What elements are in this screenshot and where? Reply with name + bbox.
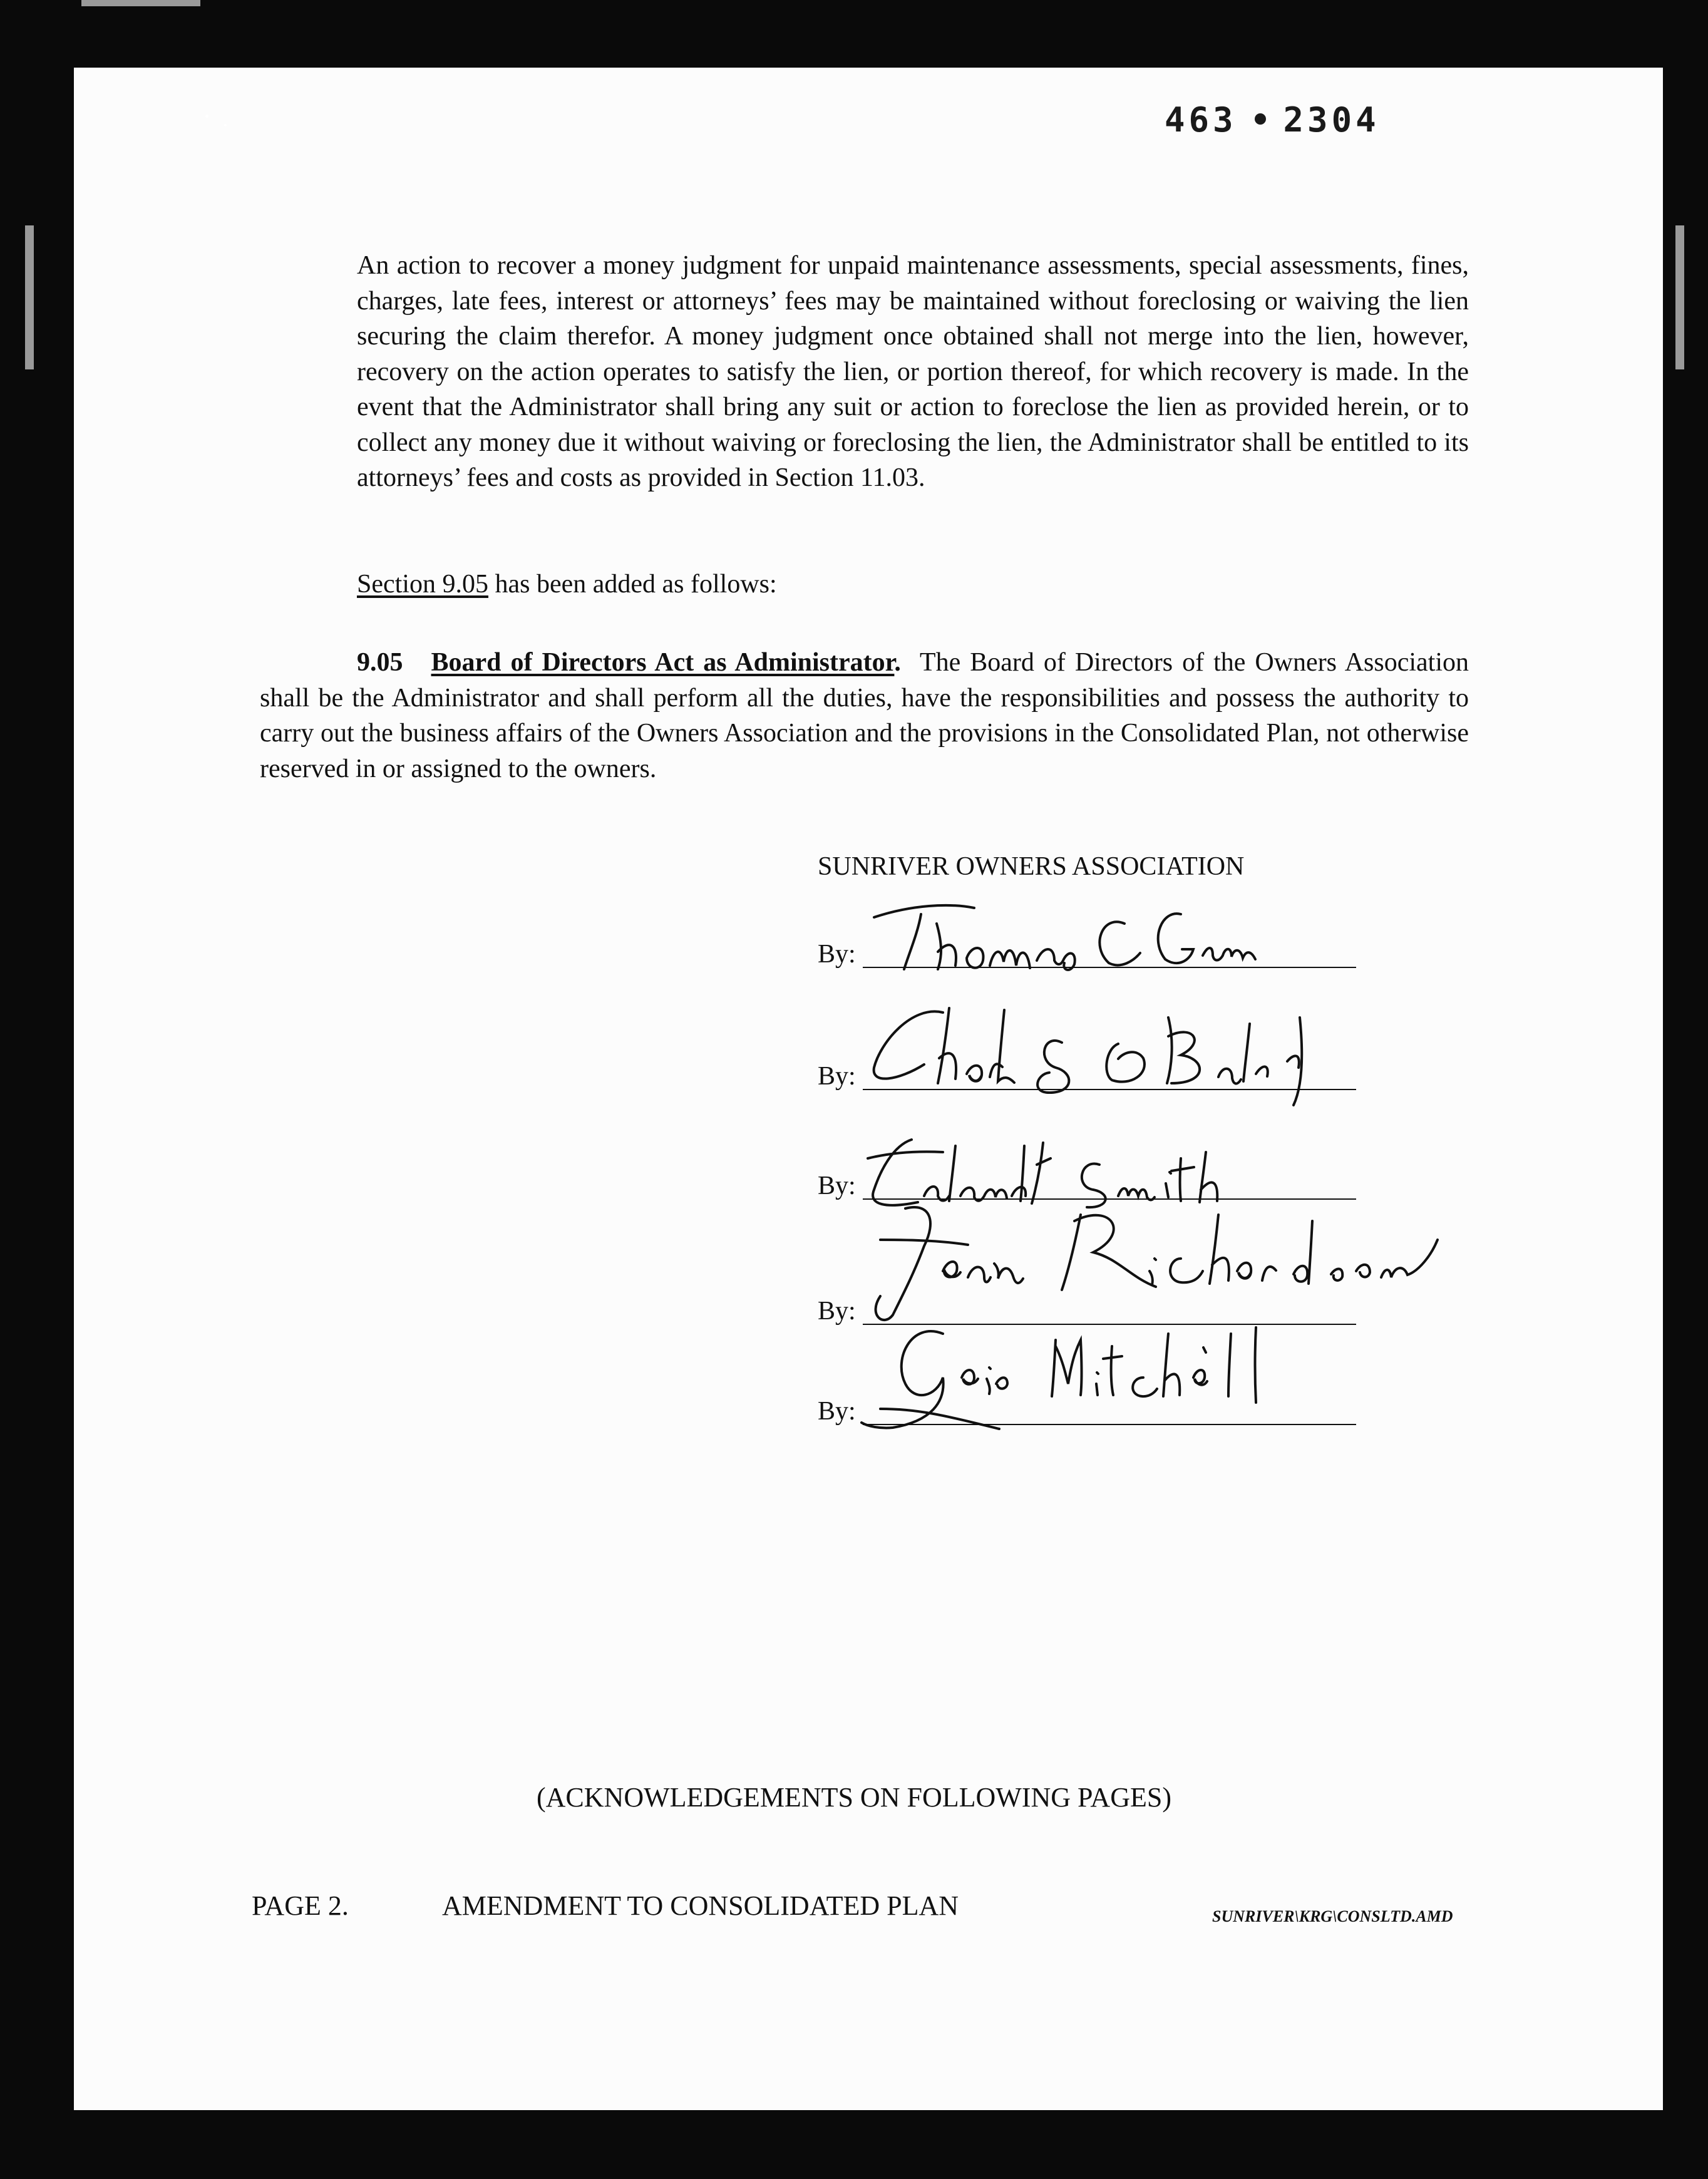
section-number: 9.05 <box>357 648 403 677</box>
signature-charles-bailey <box>855 999 1356 1099</box>
section-body: The Board of Directors of the Owners Association shall be the Administrator and shall perform all the duties, have the responsibilities and possess the authority to carry out the business affairs of the Owners Association and the provisions in the Consolidated Plan, not otherwise reserved in or assigned to the owners. <box>260 648 1469 783</box>
by-label: By: <box>818 1062 856 1091</box>
bullet-separator <box>1255 113 1266 125</box>
scan-edge-mark-left <box>25 225 34 369</box>
recording-number-volume: 463 <box>1165 100 1237 140</box>
scan-edge-mark-right <box>1675 225 1684 369</box>
section-added-line <box>357 567 1469 602</box>
recording-number <box>1165 100 1380 140</box>
money-judgment-paragraph: An action to recover a money judgment for unpaid maintenance assessments, special assessments, fines, charges, late fees, interest or attorneys’ fees may be maintained without foreclosing or waiving the lien securing the claim therefor. A money judgment once obtained shall not merge into the lien, however, recovery on the action operates to satisfy the lien, or portion thereof, for which recovery is made. In the event that the Administrator shall bring any suit or action to foreclose the lien as provided herein, or to collect any money due it without waiving or foreclosing the lien, the Administrator shall be entitled to its attorneys’ fees and costs as provided in Section 11.03. <box>357 251 1469 492</box>
signature-line-5 <box>818 1340 1356 1434</box>
footer-document-title: AMENDMENT TO CONSOLIDATED PLAN <box>442 1890 959 1921</box>
footer-file-path: SUNRIVER\KRG\CONSLTD.AMD <box>1212 1907 1453 1925</box>
acknowledgements-note: (ACKNOWLEDGEMENTS ON FOLLOWING PAGES) <box>537 1782 1171 1813</box>
section-added-text: has been added as follows: <box>488 570 777 599</box>
by-label: By: <box>818 940 856 969</box>
scan-speck <box>205 115 208 118</box>
footer-page-label: PAGE 2. <box>252 1890 349 1921</box>
by-label: By: <box>818 1397 856 1426</box>
section-heading: Board of Directors Act as Administrator <box>431 648 895 677</box>
signature-jean-richardson <box>855 1196 1450 1334</box>
scan-edge-mark-top <box>81 0 200 6</box>
section-reference: Section 9.05 <box>357 570 488 599</box>
signature-line-2 <box>818 1011 1356 1099</box>
scan-speck <box>224 124 227 126</box>
section-9-05-paragraph: 9.05 Board of Directors Act as Administrator. The Board of Directors of the Owners Association shall be the Administrator and shall perform all the duties, have the responsibilities and possess the authority to carry out the business affairs of the Owners Association and the provisions in the Consolidated Plan, not otherwise reserved in or assigned to the owners. <box>260 648 1469 783</box>
by-label: By: <box>818 1297 856 1326</box>
recording-number-page: 2304 <box>1283 100 1380 140</box>
signature-gaie-mitchell <box>855 1315 1331 1434</box>
signature-line-1 <box>818 902 1356 977</box>
by-label: By: <box>818 1172 856 1200</box>
signature-thomas-gunn <box>855 895 1356 977</box>
organization-name: SUNRIVER OWNERS ASSOCIATION <box>818 852 1245 881</box>
